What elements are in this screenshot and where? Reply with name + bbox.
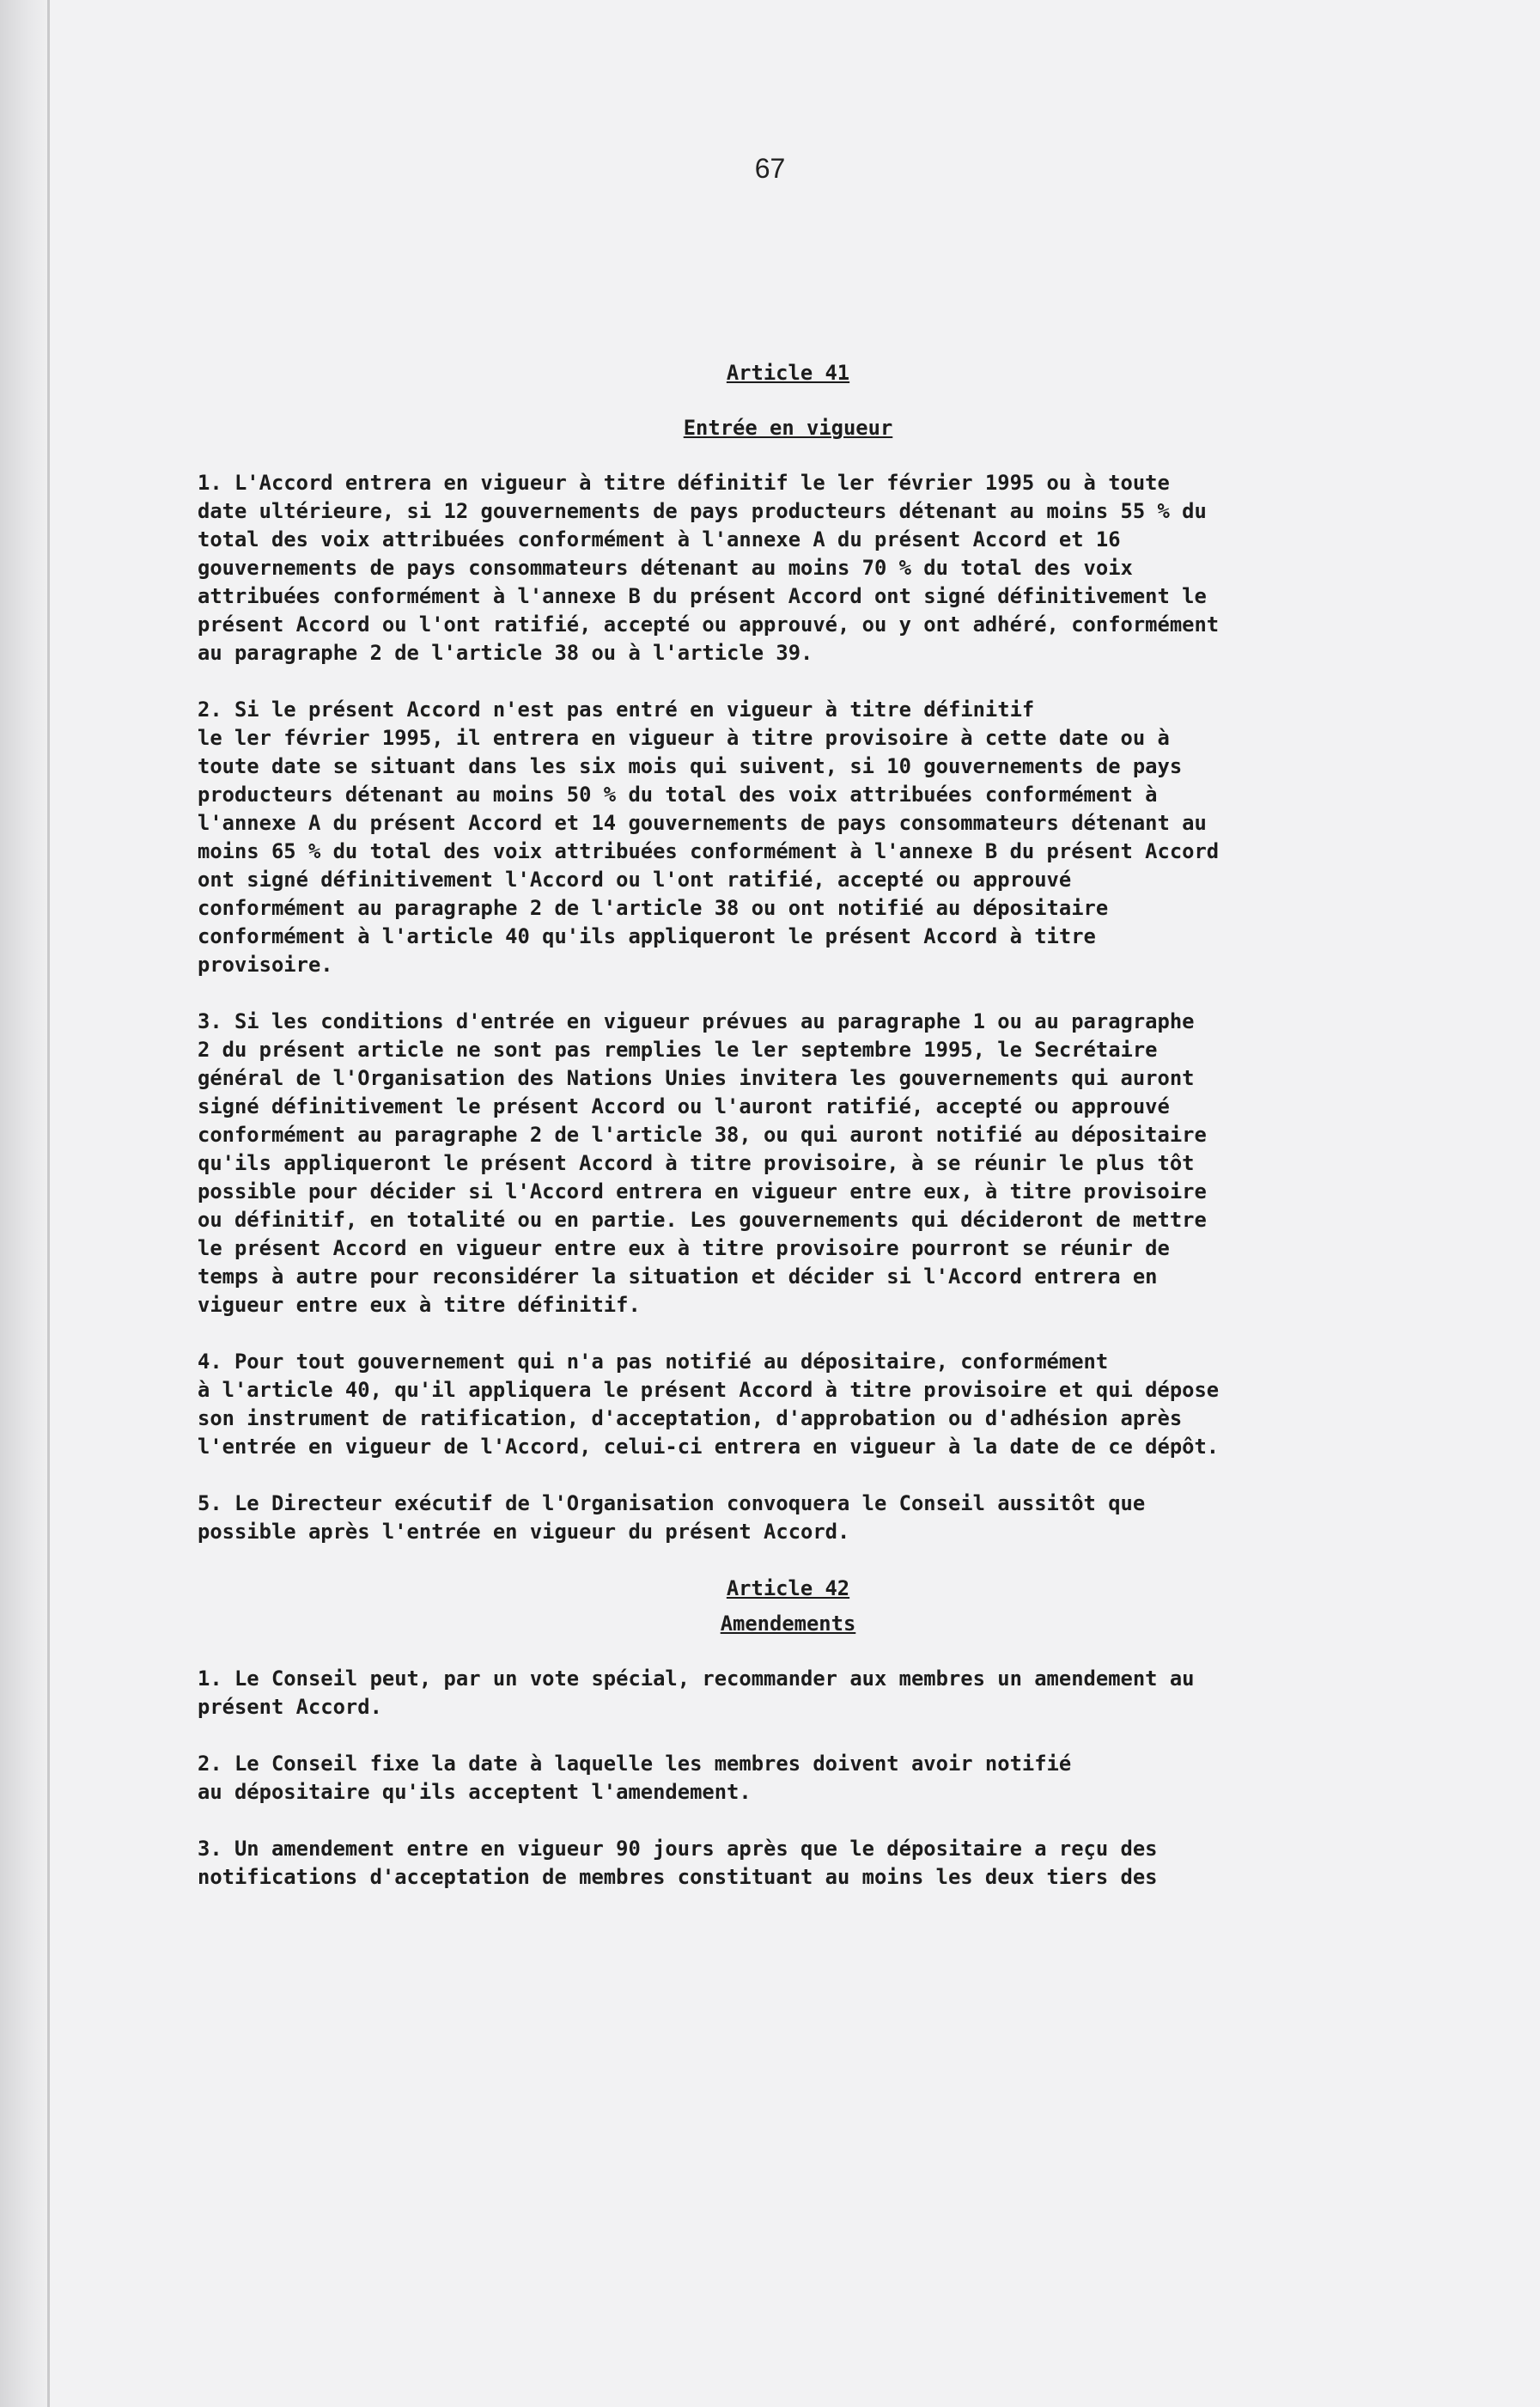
article-41-heading: Article 41 (726, 361, 850, 385)
article-41-paragraph-4: 4. Pour tout gouvernement qui n'a pas notifié au dépositaire, conformément à l'article 40, qu'il appliquera le présent Accord à titre provisoire et qui dépose son instrument de ratification, d'acceptation, d'approbation ou d'adhésion après l'entrée en vigueur de l'Accord, celui-ci entrera en vigueur à la date de ce dépôt. (198, 1350, 1220, 1459)
article-41-paragraph-3: 3. Si les conditions d'entrée en vigueur prévues au paragraphe 1 ou au paragraphe 2 du présent article ne sont pas remplies le ler septembre 1995, le Secrétaire général de l'Organisation des Nations Unies invitera les gouvernements qui auront signé définitivement le présent Accord ou l'auront ratifié, accepté ou approuvé conformément au paragraphe 2 de l'article 38, ou qui auront notifié au dépositaire qu'ils appliqueront le présent Accord à titre provisoire, à se réunir le plus tôt possible pour décider si l'Accord entrera en vigueur entre eux, à titre provisoire ou définitif, en totalité ou en partie. Les gouvernements qui décideront de mettre le présent Accord en vigueur entre eux à titre provisoire pourront se réunir de temps à autre pour reconsidérer la situation et décider si l'Accord entrera en vigueur entre eux à titre définitif. (198, 1009, 1207, 1317)
article-42-heading: Article 42 (726, 1576, 850, 1600)
article-41-paragraph-1: 1. L'Accord entrera en vigueur à titre définitif le ler février 1995 ou à toute date ultérieure, si 12 gouvernements de pays producteurs détenant au moins 55 % du total des voix attribuées conformément à l'annexe A du présent Accord et 16 gouvernements de pays consommateurs détenant au moins 70 % du total des voix attribuées conformément à l'annexe B du présent Accord ont signé définitivement le présent Accord ou l'ont ratifié, accepté ou approuvé, ou y ont adhéré, conformément au paragraphe 2 de l'article 38 ou à l'article 39. (198, 471, 1220, 665)
page-number: 67 (754, 153, 786, 184)
article-42-section (198, 1575, 1379, 1892)
document-body (198, 359, 1379, 1892)
article-41-title: Entrée en vigueur (683, 416, 893, 440)
article-42-paragraph-2: 2. Le Conseil fixe la date à laquelle les membres doivent avoir notifié au dépositaire qu'ils acceptent l'amendement. (198, 1752, 1072, 1804)
article-41-paragraph-5: 5. Le Directeur exécutif de l'Organisation convoquera le Conseil aussitôt que possible après l'entrée en vigueur du présent Accord. (198, 1491, 1146, 1544)
scanner-left-edge (0, 0, 50, 2407)
article-42-title: Amendements (720, 1612, 856, 1636)
article-42-paragraph-1: 1. Le Conseil peut, par un vote spécial, recommander aux membres un amendement au présent Accord. (198, 1667, 1195, 1719)
article-42-paragraph-3: 3. Un amendement entre en vigueur 90 jours après que le dépositaire a reçu des notifications d'acceptation de membres constituant au moins les deux tiers des (198, 1837, 1158, 1889)
article-41-paragraph-2: 2. Si le présent Accord n'est pas entré en vigueur à titre définitif le ler février 1995, il entrera en vigueur à titre provisoire à cette date ou à toute date se situant dans les six mois qui suivent, si 10 gouvernements de pays producteurs détenant au moins 50 % du total des voix attribuées conformément à l'annexe A du présent Accord et 14 gouvernements de pays consommateurs détenant au moins 65 % du total des voix attribuées conformément à l'annexe B du présent Accord ont signé définitivement l'Accord ou l'ont ratifié, accepté ou approuvé conformément au paragraphe 2 de l'article 38 ou ont notifié au dépositaire conformément à l'article 40 qu'ils appliqueront le présent Accord à titre provisoire. (198, 698, 1220, 977)
article-41-section (198, 359, 1379, 1546)
